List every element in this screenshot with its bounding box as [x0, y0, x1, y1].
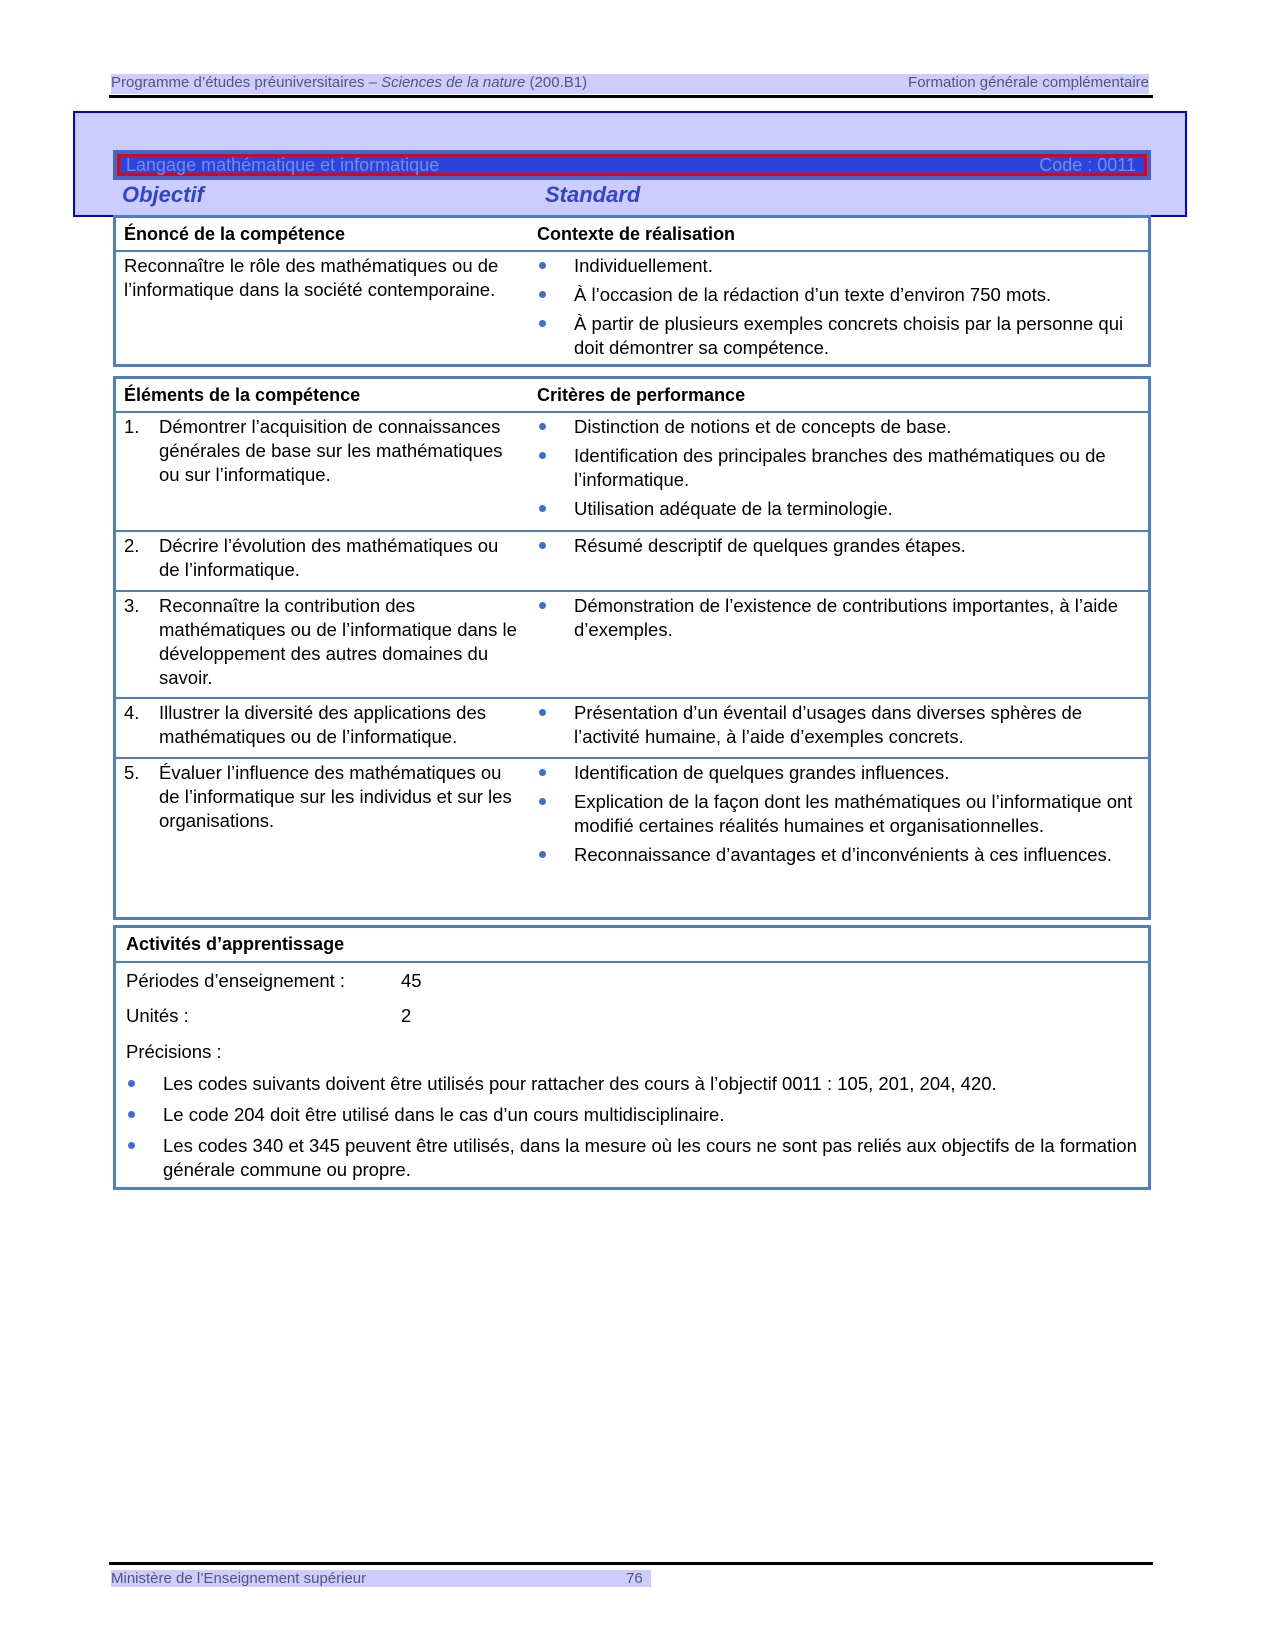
element-text: Évaluer l’influence des mathématiques ou de l’informatique sur les individus et sur les organisations. [159, 762, 512, 831]
activites-header: Activités d’apprentissage [126, 934, 345, 954]
precision-item: Le code 204 doit être utilisé dans le cas d’un cours multidisciplinaire. [126, 1103, 1138, 1127]
element-cell [124, 761, 519, 833]
bullet-icon [539, 291, 546, 298]
bullet-icon [539, 851, 546, 858]
critere-item: Résumé descriptif de quelques grandes étapes. [537, 534, 1136, 558]
bullet-icon [539, 769, 546, 776]
element-cell [124, 534, 519, 582]
criteres-header: Critères de performance [537, 385, 746, 405]
program-code: (200.B1) [525, 74, 588, 91]
element-cell [124, 594, 519, 690]
contexte-item: À partir de plusieurs exemples concrets choisis par la personne qui doit démontrer sa compétence. [537, 312, 1136, 360]
bullet-icon [539, 542, 546, 549]
criteres-cell [537, 761, 1136, 872]
precision-item: Les codes 340 et 345 peuvent être utilisés, dans la mesure où les cours ne sont pas reliés aux objectifs de la formation générale commune ou propre. [126, 1134, 1138, 1182]
page-footer [111, 1570, 651, 1587]
page-number: 76 [626, 1570, 643, 1587]
critere-item: Présentation d’un éventail d’usages dans diverses sphères de l’activité humaine, à l’aide d’exemples concrets. [537, 701, 1136, 749]
criteres-cell [537, 701, 1136, 754]
objective-title-bar [117, 154, 1147, 176]
critere-item: Reconnaissance d’avantages et d’inconvénients à ces influences. [537, 843, 1136, 867]
objective-title: Langage mathématique et informatique [126, 155, 440, 175]
bullet-icon [128, 1142, 135, 1149]
critere-item: Identification des principales branches des mathématiques ou de l’informatique. [537, 444, 1136, 492]
activites-table [113, 925, 1151, 1190]
footer-rule [109, 1562, 1153, 1565]
element-number: 4. [124, 702, 140, 723]
critere-item: Démonstration de l’existence de contributions importantes, à l’aide d’exemples. [537, 594, 1136, 642]
periodes-label: Périodes d’enseignement : [126, 970, 346, 991]
bullet-icon [539, 452, 546, 459]
competence-table [113, 215, 1151, 367]
bullet-icon [128, 1111, 135, 1118]
elements-header-row [116, 379, 1148, 413]
element-cell [124, 415, 519, 487]
competence-row [116, 252, 1148, 362]
critere-item: Identification de quelques grandes influences. [537, 761, 1136, 785]
bullet-icon [539, 262, 546, 269]
contexte-list [537, 254, 1136, 365]
objective-code: Code : 0011 [1039, 155, 1136, 175]
element-number: 3. [124, 595, 140, 616]
element-text: Illustrer la diversité des applications des mathématiques ou de l’informatique. [159, 702, 486, 747]
element-text: Reconnaître la contribution des mathématiques ou de l’informatique dans le développement des autres domaines du savoir. [159, 595, 517, 688]
program-label: Programme d’études préuniversitaires – [111, 74, 382, 91]
element-number: 2. [124, 535, 140, 556]
precisions-label: Précisions : [126, 1041, 222, 1062]
competence-header-row [116, 218, 1148, 252]
critere-item: Explication de la façon dont les mathématiques ou l’informatique ont modifié certaines réalités humaines et organisationnelles. [537, 790, 1136, 838]
bullet-icon [539, 423, 546, 430]
footer-ministry: Ministère de l’Enseignement supérieur [111, 1570, 367, 1587]
contexte-item: À l’occasion de la rédaction d’un texte d’environ 750 mots. [537, 283, 1136, 307]
enonce-text: Reconnaître le rôle des mathématiques ou de l’informatique dans la société contemporaine. [124, 255, 499, 300]
element-row [116, 532, 1148, 592]
bullet-icon [539, 602, 546, 609]
element-row [116, 592, 1148, 699]
running-header [111, 74, 1149, 94]
criteres-cell [537, 534, 1136, 563]
running-header-right: Formation générale complémentaire [908, 74, 1149, 91]
periodes-line [126, 970, 422, 992]
bullet-icon [539, 798, 546, 805]
bullet-icon [539, 709, 546, 716]
element-text: Démontrer l’acquisition de connaissances générales de base sur les mathématiques ou sur l’informatique. [159, 416, 503, 485]
element-number: 5. [124, 762, 140, 783]
enonce-header: Énoncé de la compétence [124, 224, 346, 244]
program-name: Sciences de la nature [381, 74, 526, 91]
bullet-icon [539, 505, 546, 512]
header-rule [109, 95, 1153, 98]
precision-item: Les codes suivants doivent être utilisés pour rattacher des cours à l’objectif 0011 : 105, 201, 204, 420. [126, 1072, 1138, 1096]
contexte-header: Contexte de réalisation [537, 224, 736, 244]
element-number: 1. [124, 416, 140, 437]
critere-item: Distinction de notions et de concepts de base. [537, 415, 1136, 439]
element-row [116, 759, 1148, 919]
criteres-cell [537, 594, 1136, 647]
activites-header-row [116, 928, 1148, 963]
bullet-icon [128, 1080, 135, 1087]
critere-item: Utilisation adéquate de la terminologie. [537, 497, 1136, 521]
elements-header: Éléments de la compétence [124, 385, 361, 405]
standard-heading: Standard [545, 182, 641, 207]
elements-table [113, 376, 1151, 920]
element-text: Décrire l’évolution des mathématiques ou de l’informatique. [159, 535, 499, 580]
element-row [116, 699, 1148, 759]
contexte-item: Individuellement. [537, 254, 1136, 278]
unites-label: Unités : [126, 1005, 189, 1026]
unites-value: 2 [401, 1005, 412, 1026]
criteres-cell [537, 415, 1136, 526]
precisions-list [126, 1072, 1138, 1187]
unites-line [126, 1005, 412, 1027]
element-cell [124, 701, 519, 749]
objectif-heading: Objectif [122, 182, 204, 207]
element-row [116, 413, 1148, 532]
bullet-icon [539, 320, 546, 327]
periodes-value: 45 [401, 970, 422, 991]
running-header-left [111, 74, 587, 91]
